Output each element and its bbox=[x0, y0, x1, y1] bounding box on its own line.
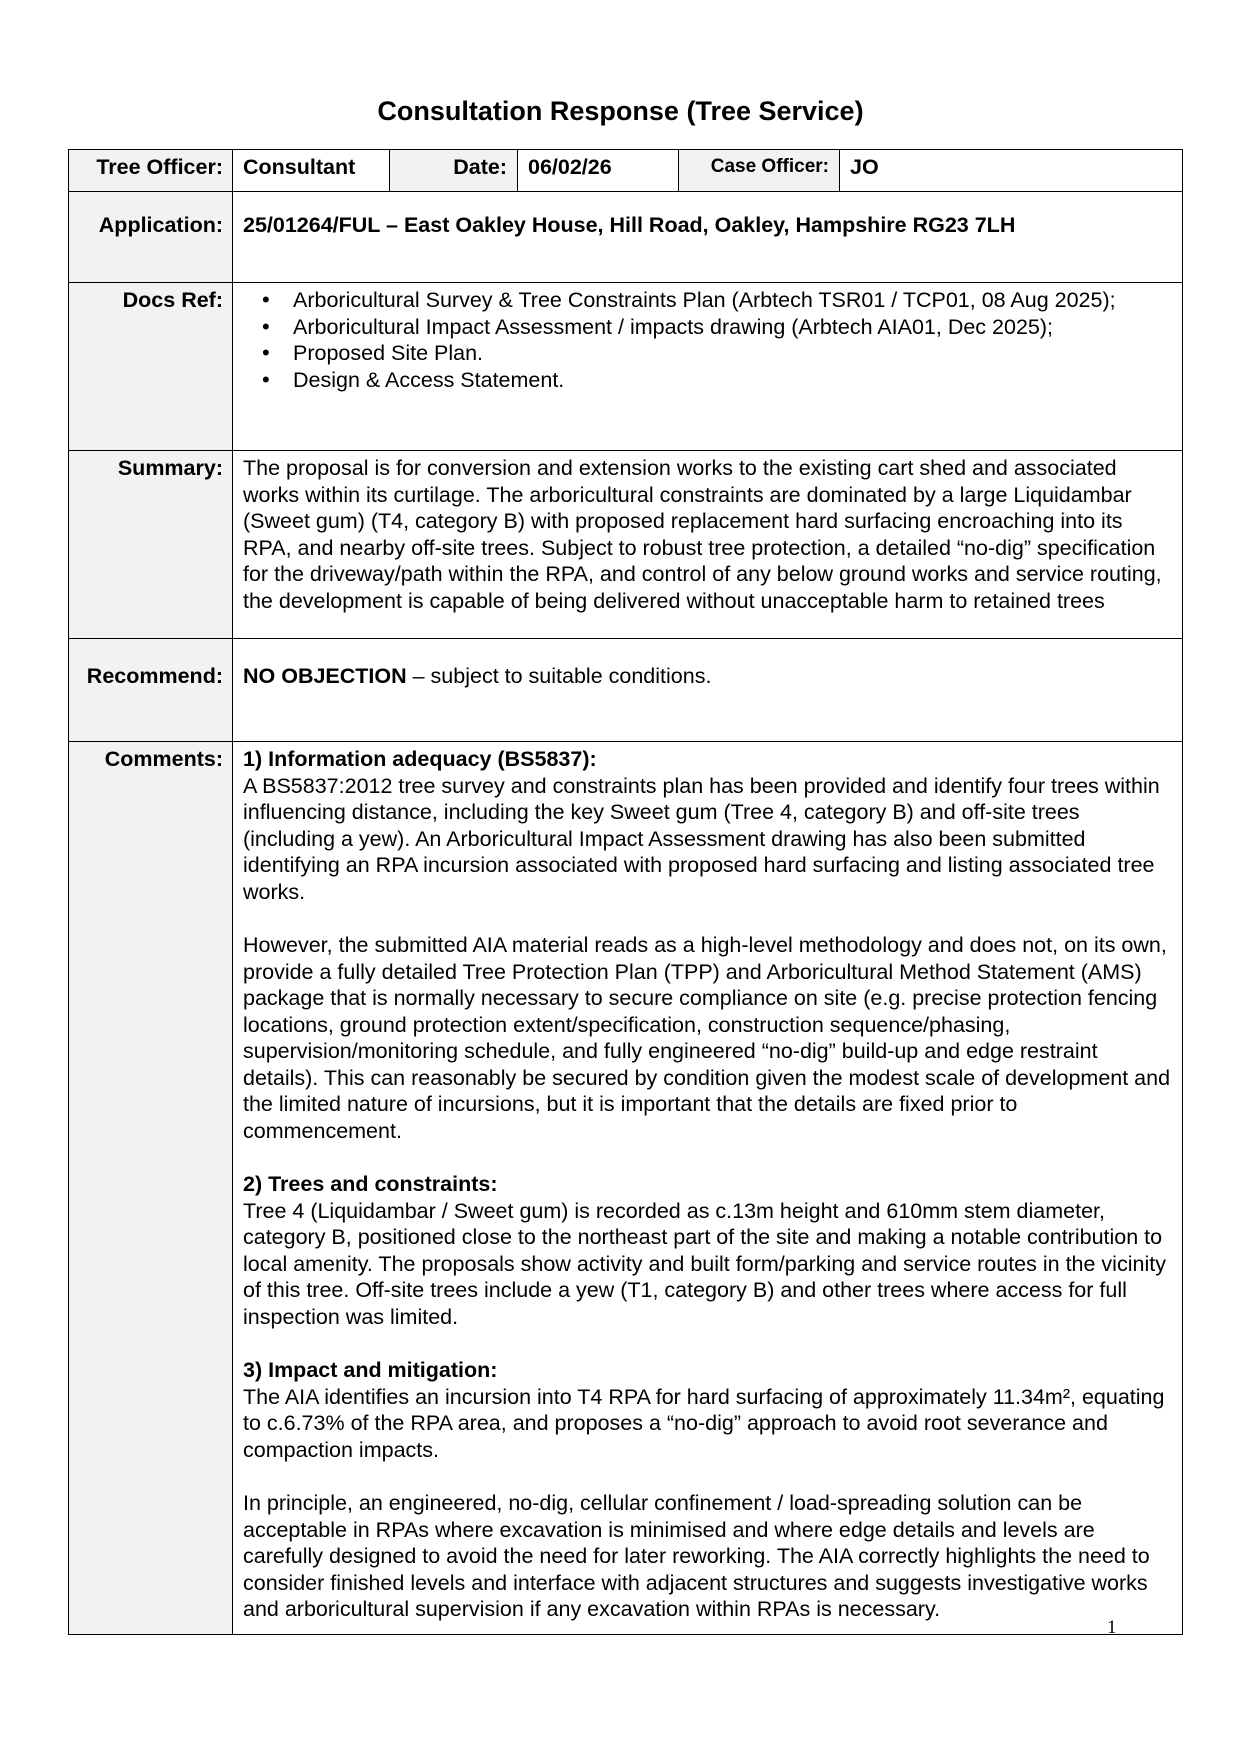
comments-label: Comments: bbox=[69, 742, 233, 1635]
section-1-heading: 1) Information adequacy (BS5837): bbox=[243, 747, 597, 771]
summary-row bbox=[69, 451, 1183, 639]
tree-officer-label: Tree Officer: bbox=[69, 150, 233, 192]
docs-ref-item: • Proposed Site Plan. bbox=[293, 340, 1172, 367]
summary-label: Summary: bbox=[69, 451, 233, 639]
recommend-detail: – subject to suitable conditions. bbox=[406, 664, 712, 688]
recommend-label: Recommend: bbox=[69, 639, 233, 742]
docs-ref-row bbox=[69, 283, 1183, 451]
date-value: 06/02/26 bbox=[518, 150, 679, 192]
section-2-paragraph: Tree 4 (Liquidambar / Sweet gum) is recorded as c.13m height and 610mm stem diameter, category B, positioned close to the northeast part of the site and making a notable contribution to local amenity. The proposals show activity and built form/parking and service routes in the vicinity of this tree. Off-site trees include a yew (T1, category B) and other trees where access for full inspection was limited. bbox=[243, 1198, 1166, 1329]
docs-ref-label: Docs Ref: bbox=[69, 283, 233, 451]
consultation-table bbox=[68, 149, 1183, 1635]
page-title: Consultation Response (Tree Service) bbox=[377, 96, 864, 126]
date-label: Date: bbox=[390, 150, 518, 192]
docs-ref-list bbox=[243, 287, 1172, 393]
summary-text: The proposal is for conversion and extension works to the existing cart shed and associated works within its curtilage. The arboricultural constraints are dominated by a large Liquidambar (Sweet gum) (T4, category B) with proposed replacement hard surfacing encroaching into its RPA, and nearby off-site trees. Subject to robust tree protection, a detailed “no-dig” specification for the driveway/path within the RPA, and control of any below ground works and service routing, the development is capable of being delivered without unacceptable harm to retained trees bbox=[233, 451, 1183, 639]
recommend-row bbox=[69, 639, 1183, 742]
header-row bbox=[69, 150, 1183, 192]
page-number: 1 bbox=[1107, 1617, 1117, 1638]
recommend-decision: NO OBJECTION bbox=[243, 664, 407, 688]
section-1-paragraph: A BS5837:2012 tree survey and constraints plan has been provided and identify four trees within influencing distance, including the key Sweet gum (Tree 4, category B) and off-site trees (including a yew). An Arboricultural Impact Assessment drawing has also been submitted identifying an RPA incursion associated with proposed hard surfacing and listing associated tree works. bbox=[243, 773, 1160, 904]
section-1-paragraph: However, the submitted AIA material reads as a high-level methodology and does not, on its own, provide a fully detailed Tree Protection Plan (TPP) and Arboricultural Method Statement (AMS) package that is normally necessary to secure compliance on site (e.g. precise protection fencing locations, ground protection extent/specification, construction sequence/phasing, supervision/monitoring schedule, and fully engineered “no-dig” build-up and edge restraint details). This can reasonably be secured by condition given the modest scale of development and the limited nature of incursions, but it is important that the details are fixed prior to commencement. bbox=[243, 933, 1171, 1143]
section-3-heading: 3) Impact and mitigation: bbox=[243, 1358, 498, 1382]
tree-officer-value: Consultant bbox=[233, 150, 390, 192]
application-row bbox=[69, 192, 1183, 283]
case-officer-value: JO bbox=[840, 150, 1183, 192]
docs-ref-item: • Arboricultural Survey & Tree Constraints Plan (Arbtech TSR01 / TCP01, 08 Aug 2025); bbox=[293, 287, 1172, 314]
case-officer-label: Case Officer: bbox=[679, 150, 840, 192]
docs-ref-cell bbox=[233, 283, 1183, 451]
docs-ref-item: • Design & Access Statement. bbox=[293, 367, 1172, 394]
section-3-paragraph: The AIA identifies an incursion into T4 RPA for hard surfacing of approximately 11.34m², equating to c.6.73% of the RPA area, and proposes a “no-dig” approach to avoid root severance and compaction impacts. bbox=[243, 1384, 1165, 1462]
comments-cell bbox=[233, 742, 1183, 1635]
application-value: 25/01264/FUL – East Oakley House, Hill Road, Oakley, Hampshire RG23 7LH bbox=[233, 192, 1183, 283]
comments-row bbox=[69, 742, 1183, 1635]
section-3-paragraph: In principle, an engineered, no-dig, cellular confinement / load-spreading solution can be acceptable in RPAs where excavation is minimised and where edge details and levels are carefully designed to avoid the need for later reworking. The AIA correctly highlights the need to consider finished levels and interface with adjacent structures and suggests investigative works and arboricultural supervision if any excavation within RPAs is necessary. bbox=[243, 1491, 1150, 1621]
application-label: Application: bbox=[69, 192, 233, 283]
recommend-cell bbox=[233, 639, 1183, 742]
section-2-heading: 2) Trees and constraints: bbox=[243, 1172, 498, 1196]
docs-ref-item: • Arboricultural Impact Assessment / impacts drawing (Arbtech AIA01, Dec 2025); bbox=[293, 314, 1172, 341]
